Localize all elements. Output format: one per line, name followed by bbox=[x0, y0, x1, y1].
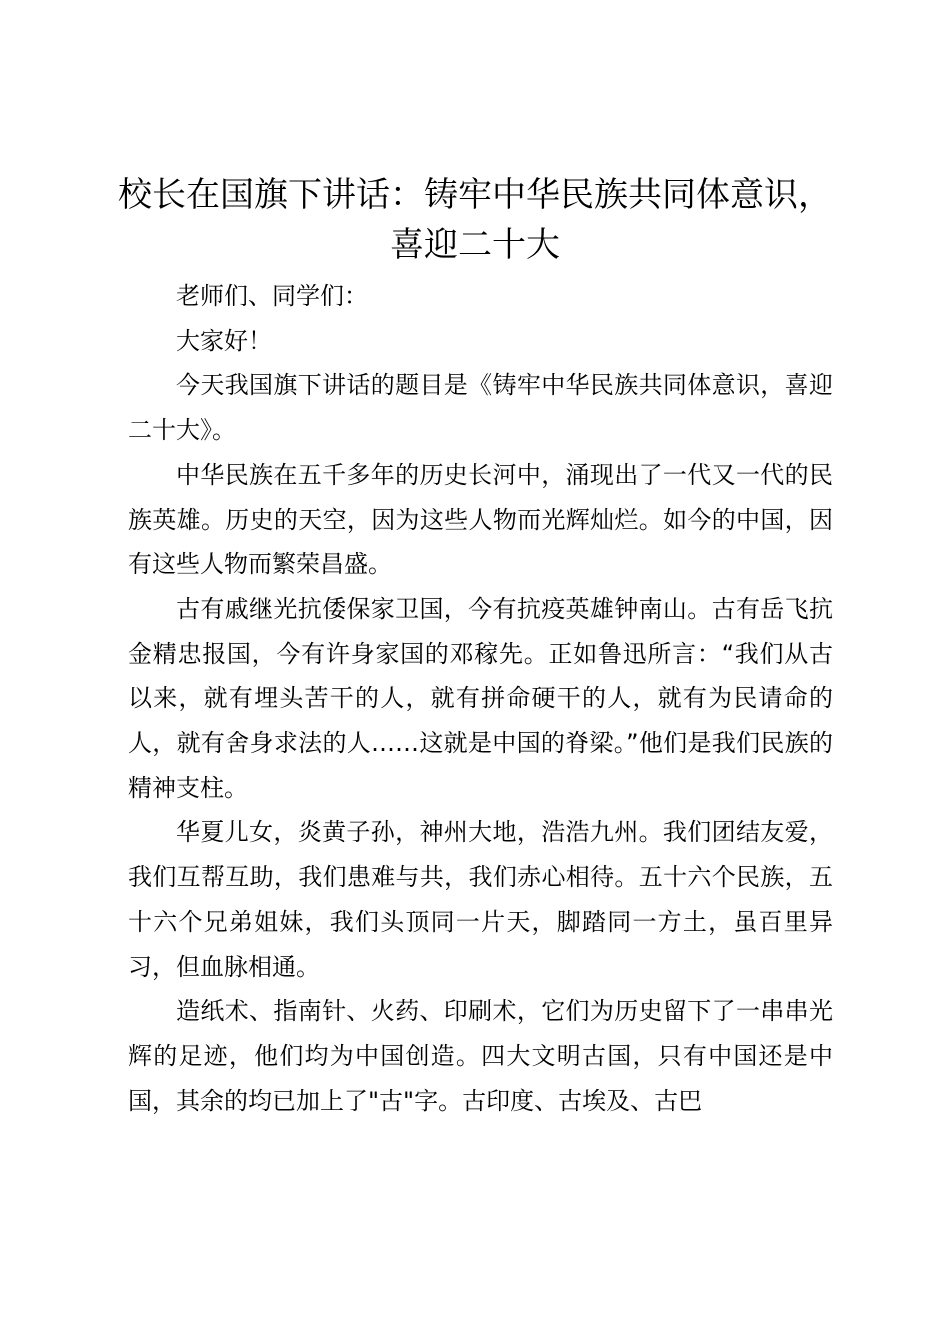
paragraph-topic: 今天我国旗下讲话的题目是《铸牢中华民族共同体意识，喜迎二十大》。 bbox=[128, 371, 833, 445]
paragraph-inventions: 造纸术、指南针、火药、印刷术，它们为历史留下了一串串光辉的足迹，他们均为中国创造。四大文明古国，只有中国还是中国，其余的均已加上了"古"字。古印度、古埃及、古巴 bbox=[128, 997, 833, 1115]
paragraph-greeting: 老师们、同学们： bbox=[176, 282, 368, 310]
document-title: 校长在国旗下讲话：铸牢中华民族共同体意识，喜迎二十大 bbox=[118, 175, 832, 265]
document-body bbox=[128, 274, 833, 1123]
paragraph-unity: 华夏儿女，炎黄子孙，神州大地，浩浩九州。我们团结友爱，我们互帮互助，我们患难与共，我们赤心相待。五十六个民族，五十六个兄弟姐妹，我们头顶同一片天，脚踏同一方土，虽百里异习，但血脉相通。 bbox=[128, 818, 833, 981]
paragraph-hello: 大家好！ bbox=[176, 326, 272, 355]
paragraph-backbone: 古有戚继光抗倭保家卫国，今有抗疫英雄钟南山。古有岳飞抗金精忠报国，今有许身家国的邓稼先。正如鲁迅所言：“我们从古以来，就有埋头苦干的人，就有拼命硬干的人，就有为民请命的人，就有舍身求法的人……这就是中国的脊梁。”他们是我们民族的精神支柱。 bbox=[128, 594, 833, 802]
paragraph-heroes: 中华民族在五千多年的历史长河中，涌现出了一代又一代的民族英雄。历史的天空，因为这些人物而光辉灿烂。如今的中国，因有这些人物而繁荣昌盛。 bbox=[128, 460, 833, 579]
